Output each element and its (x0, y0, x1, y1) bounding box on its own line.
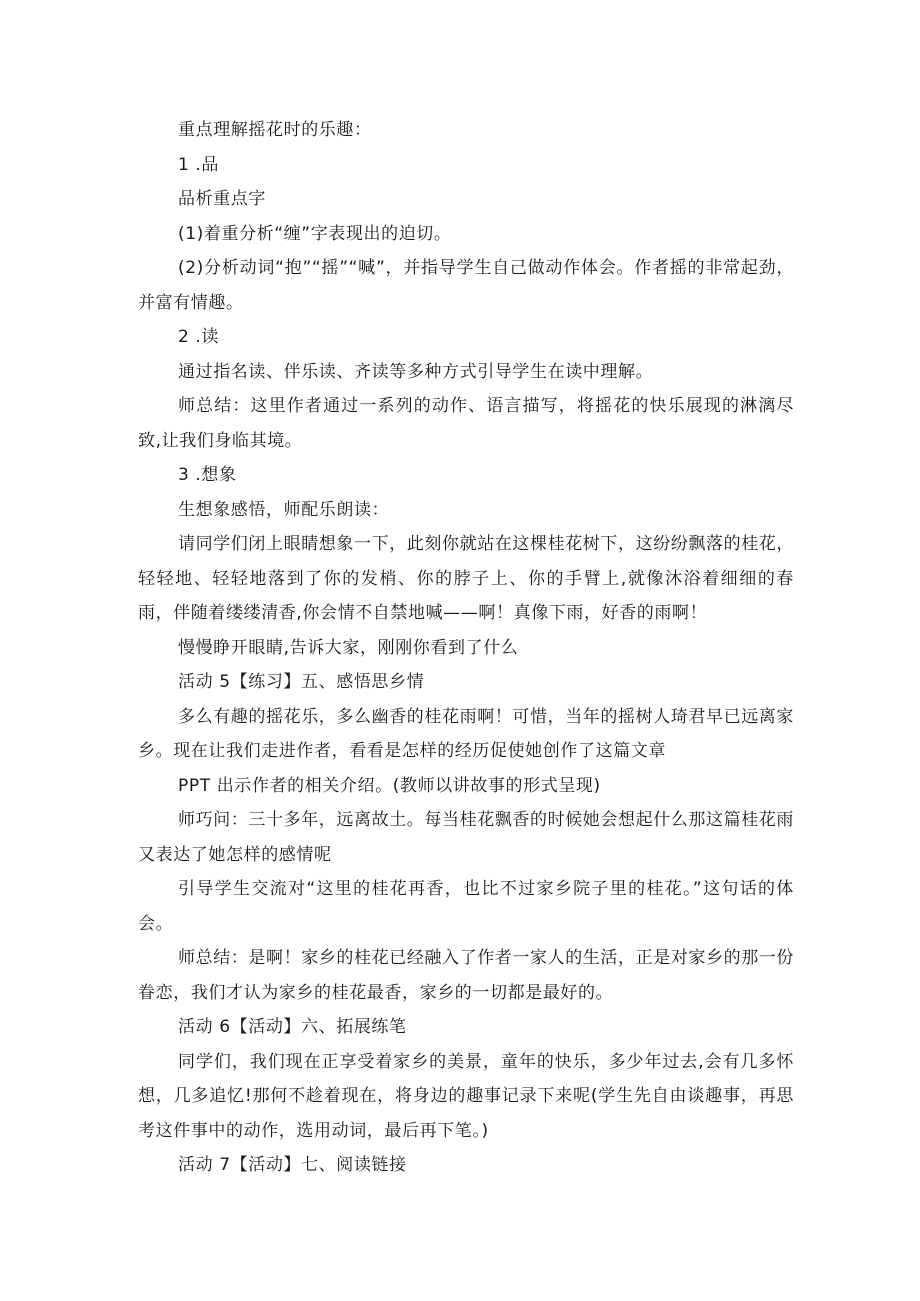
paragraph-reading-methods: 通过指名读、伴乐读、齐读等多种方式引导学生在读中理解。 (178, 361, 654, 382)
document-body (138, 113, 794, 1183)
paragraph-author-intro: 多么有趣的摇花乐，多么幽香的桂花雨啊！可惜，当年的摇树人琦君早已远离家乡。现在让我们走进作者，看看是怎样的经历促使她创作了这篇文章 (138, 706, 794, 761)
paragraph-analyze-chan: (1)着重分析“缠”字表现出的迫切。 (178, 223, 452, 244)
paragraph-imagine-intro: 生想象感悟，师配乐朗读： (178, 499, 390, 520)
heading-step-3: 3 .想象 (178, 465, 237, 485)
paragraph-writing-practice: 同学们，我们现在正享受着家乡的美景，童年的快乐，多少年过去,会有几多怀想，几多追忆!那何不趁着现在，将身边的趣事记录下来呢(学生先自由谈趣事，再思考这件事中的动作，选用动词，最后再下笔。) (138, 1051, 794, 1141)
paragraph-focus-intro: 重点理解摇花时的乐趣： (178, 120, 372, 140)
heading-activity-6: 活动 6【活动】六、拓展练笔 (178, 1017, 407, 1037)
paragraph-imagine-scene: 请同学们闭上眼睛想象一下，此刻你就站在这棵桂花树下，这纷纷飘落的桂花，轻轻地、轻轻地落到了你的发梢、你的脖子上、你的手臂上,就像沐浴着细细的春雨，伴随着缕缕清香,你会情不自禁地喊——啊！真像下雨，好香的雨啊！ (138, 534, 794, 623)
heading-step-2: 2 .读 (178, 327, 220, 347)
heading-activity-5: 活动 5【练习】五、感悟思乡情 (178, 672, 425, 692)
heading-activity-7: 活动 7【活动】七、阅读链接 (178, 1155, 407, 1175)
paragraph-teacher-summary-1: 师总结：这里作者通过一系列的动作、语言描写，将摇花的快乐展现的淋漓尽致,让我们身临其境。 (138, 396, 794, 451)
paragraph-ppt: PPT 出示作者的相关介绍。(教师以讲故事的形式呈现) (178, 775, 601, 796)
heading-step-1: 1 .品 (178, 154, 220, 175)
paragraph-teacher-question: 师巧问：三十多年，远离故土。每当桂花飘香的时候她会想起什么那这篇桂花雨又表达了她怎样的感情呢 (138, 810, 794, 865)
paragraph-analyze-keywords: 品析重点字 (178, 189, 266, 209)
paragraph-teacher-summary-2: 师总结：是啊！家乡的桂花已经融入了作者一家人的生活，正是对家乡的那一份眷恋，我们才认为家乡的桂花最香，家乡的一切都是最好的。 (138, 948, 794, 1003)
paragraph-analyze-verbs: (2)分析动词“抱”“摇”“喊”，并指导学生自己做动作体会。作者摇的非常起劲，并富有情趣。 (138, 258, 794, 313)
paragraph-guide-discussion: 引导学生交流对“这里的桂花再香，也比不过家乡院子里的桂花。”这句话的体会。 (138, 879, 794, 934)
paragraph-open-eyes: 慢慢睁开眼睛,告诉大家，刚刚你看到了什么 (178, 637, 519, 658)
